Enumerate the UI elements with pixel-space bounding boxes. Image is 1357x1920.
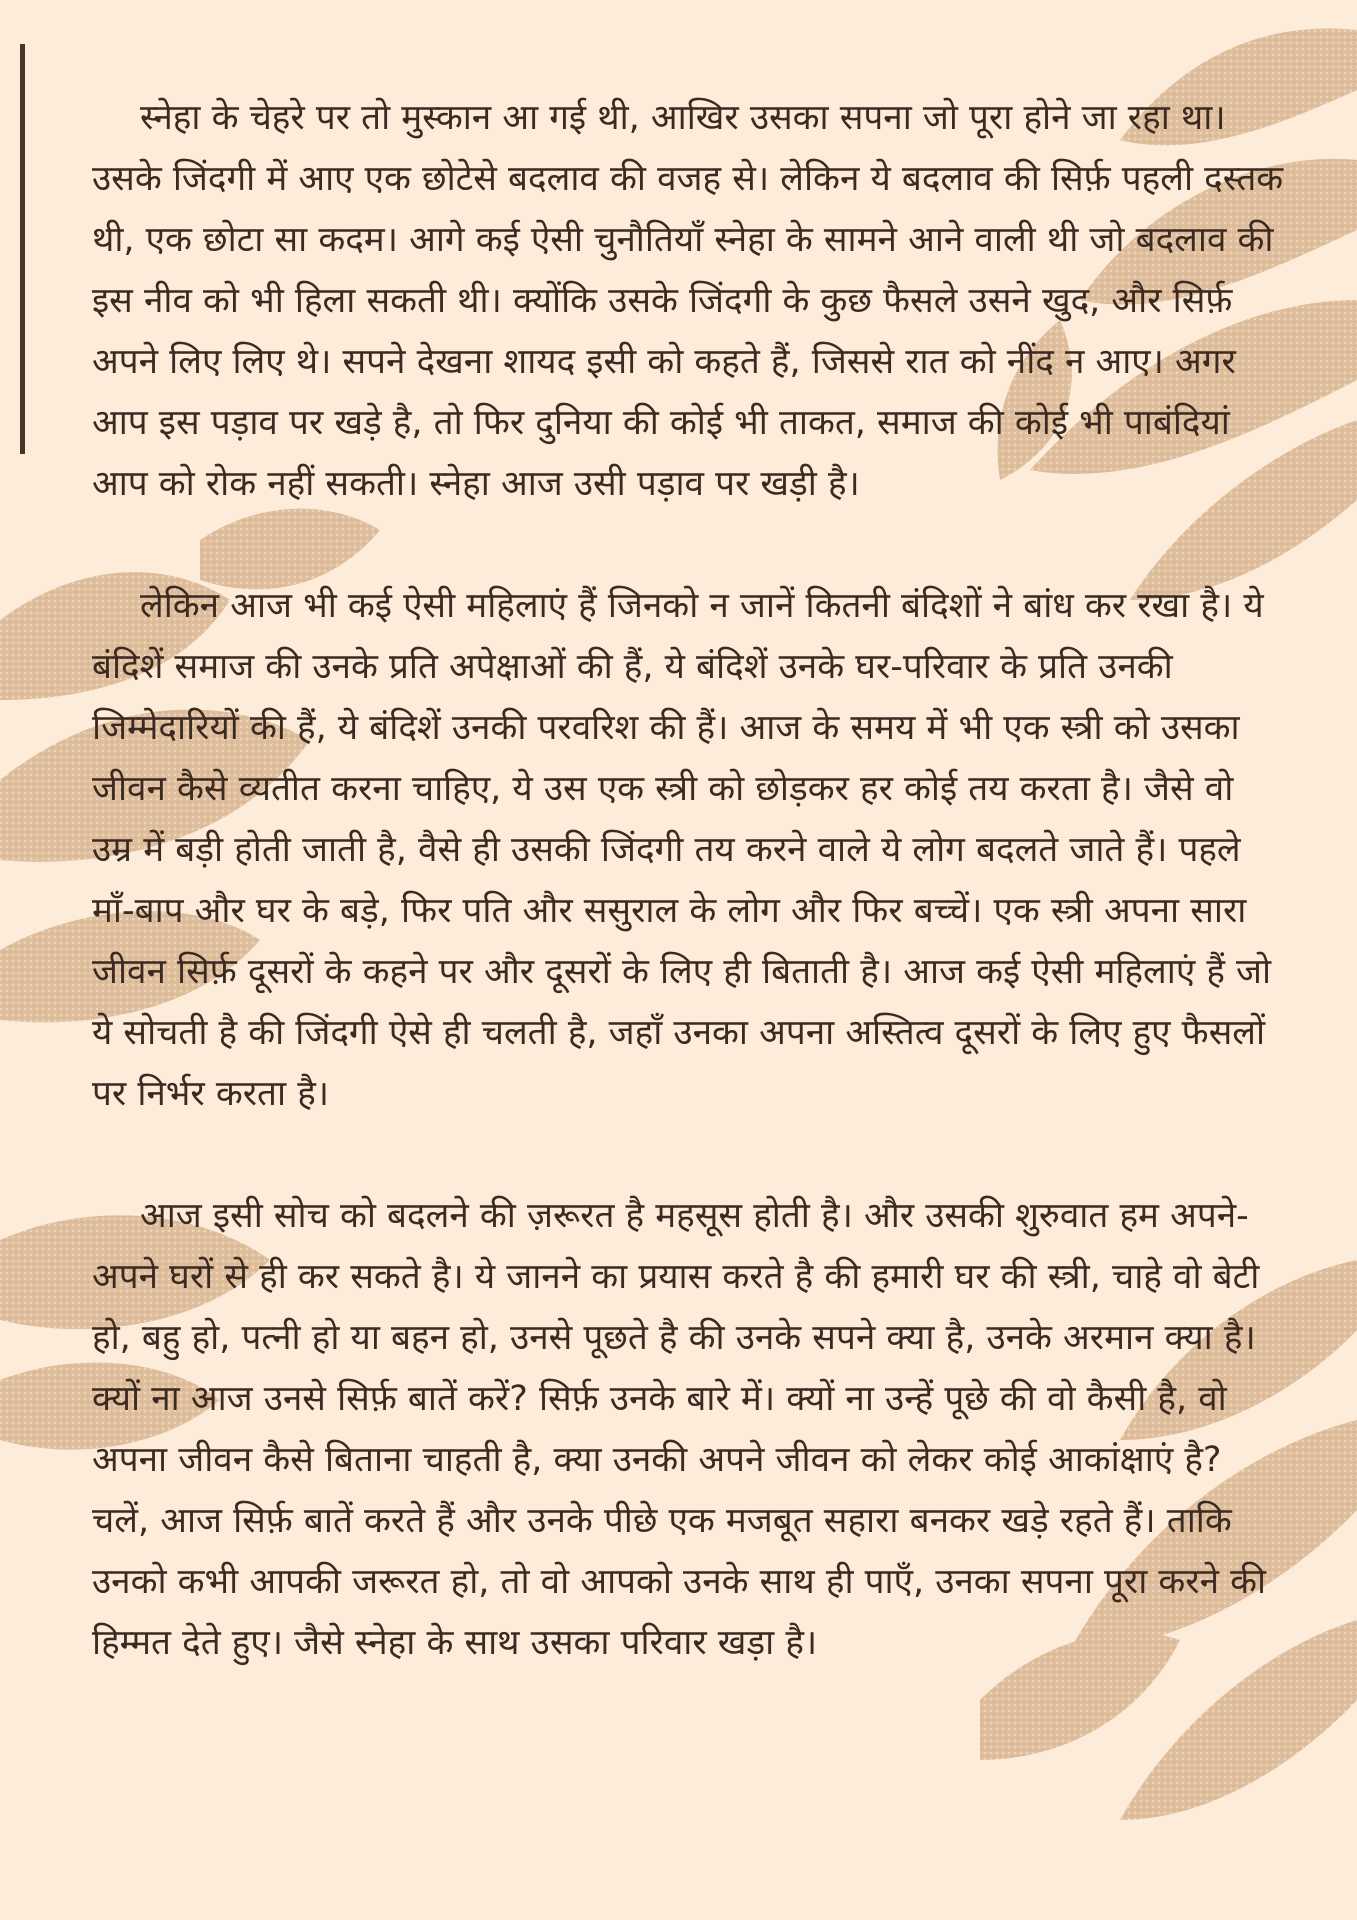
document-body: [92, 88, 1284, 1674]
paragraph-3: आज इसी सोच को बदलने की ज़रूरत है महसूस होती है। और उसकी शुरुवात हम अपने-अपने घरों से ही कर सकते है। ये जानने का प्रयास करते है की हमारी घर की स्त्री, चाहे वो बेटी हो, बहु हो, पत्नी हो या बहन हो, उनसे पूछते है की उनके सपने क्या है, उनके अरमान क्या है। क्यों ना आज उनसे सिर्फ़ बातें करें? सिर्फ़ उनके बारे में। क्यों ना उन्हें पूछे की वो कैसी है, वो अपना जीवन कैसे बिताना चाहती है, क्या उनकी अपने जीवन को लेकर कोई आकांक्षाएं है? चलें, आज सिर्फ़ बातें करते हैं और उनके पीछे एक मजबूत सहारा बनकर खड़े रहते हैं। ताकि उनको कभी आपकी जरूरत हो, तो वो आपको उनके साथ ही पाएँ, उनका सपना पूरा करने की हिम्मत देते हुए। जैसे स्नेहा के साथ उसका परिवार खड़ा है।: [92, 1196, 1267, 1663]
paragraph-2: लेकिन आज भी कई ऐसी महिलाएं हैं जिनको न जानें कितनी बंदिशों ने बांध कर रखा है। ये बंदिशें समाज की उनके प्रति अपेक्षाओं की हैं, ये बंदिशें उनके घर-परिवार के प्रति उनकी जिम्मेदारियों की हैं, ये बंदिशें उनकी परवरिश की हैं। आज के समय में भी एक स्त्री को उसका जीवन कैसे व्यतीत करना चाहिए, ये उस एक स्त्री को छोड़कर हर कोई तय करता है। जैसे वो उम्र में बड़ी होती जाती है, वैसे ही उसकी जिंदगी तय करने वाले ये लोग बदलते जाते हैं। पहले माँ-बाप और घर के बड़े, फिर पति और ससुराल के लोग और फिर बच्चें। एक स्त्री अपना सारा जीवन सिर्फ़ दूसरों के कहने पर और दूसरों के लिए ही बिताती है। आज कई ऐसी महिलाएं हैं जो ये सोचती है की जिंदगी ऐसे ही चलती है, जहाँ उनका अपना अस्तित्व दूसरों के लिए हुए फैसलों पर निर्भर करता है।: [92, 586, 1272, 1114]
paragraph-1: स्नेहा के चेहरे पर तो मुस्कान आ गई थी, आखिर उसका सपना जो पूरा होने जा रहा था। उसके जिंदगी में आए एक छोटेसे बदलाव की वजह से। लेकिन ये बदलाव की सिर्फ़ पहली दस्तक थी, एक छोटा सा कदम। आगे कई ऐसी चुनौतियाँ स्नेहा के सामने आने वाली थी जो बदलाव की इस नीव को भी हिला सकती थी। क्योंकि उसके जिंदगी के कुछ फैसले उसने खुद, और सिर्फ़ अपने लिए लिए थे। सपने देखना शायद इसी को कहते हैं, जिससे रात को नींद न आए। अगर आप इस पड़ाव पर खड़े है, तो फिर दुनिया की कोई भी ताकत, समाज की कोई भी पाबंदियां आप को रोक नहीं सकती। स्नेहा आज उसी पड़ाव पर खड़ी है।: [92, 98, 1284, 504]
accent-bar: [20, 44, 25, 454]
